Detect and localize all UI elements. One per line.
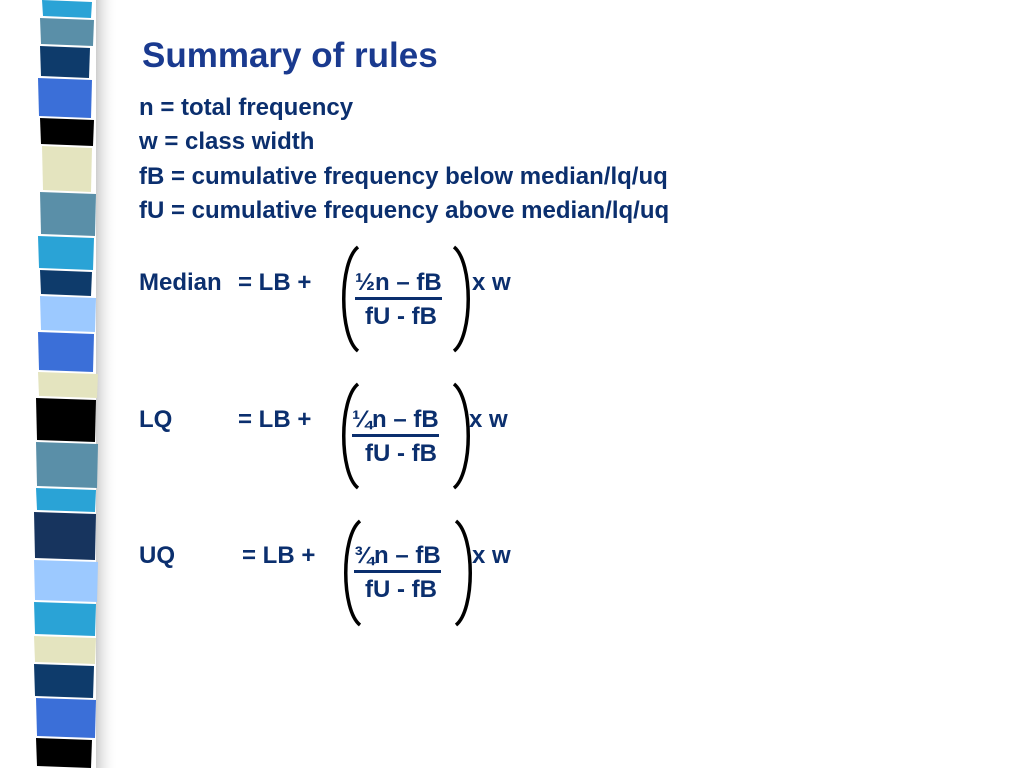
fraction-numerator: ¼n – fB xyxy=(352,406,439,434)
stripe-segment xyxy=(36,488,96,512)
slide-title: Summary of rules xyxy=(142,36,438,75)
formula-multiplier: x w xyxy=(472,542,511,569)
stripe-segment xyxy=(38,332,94,372)
formula-label: Median xyxy=(139,269,222,296)
formula-lhs: = LB + xyxy=(238,406,312,433)
stripe-segment xyxy=(42,146,92,192)
stripe-segment xyxy=(36,738,92,768)
stripe-segment xyxy=(40,270,92,296)
stripe-segment xyxy=(40,118,94,146)
formula-multiplier: x w xyxy=(469,406,508,433)
stripe-segment xyxy=(40,192,96,236)
fraction-numerator: ¾n – fB xyxy=(354,542,441,570)
stripe-segment xyxy=(40,18,94,46)
stripe-segment xyxy=(38,78,92,118)
stripe-segment xyxy=(36,398,96,442)
fraction-numerator: ½n – fB xyxy=(355,269,442,297)
parenthesis-pair xyxy=(338,518,478,628)
formula-lhs: = LB + xyxy=(238,269,312,296)
stripe-segment xyxy=(38,372,98,398)
definition-fu: fU = cumulative frequency above median/lq/uq xyxy=(139,197,670,224)
stripe-segment xyxy=(34,664,94,698)
stripe-segment xyxy=(40,46,90,78)
stripe-segment xyxy=(36,698,96,738)
definition-fb: fB = cumulative frequency below median/lq/uq xyxy=(139,163,668,190)
fraction-denominator: fU - fB xyxy=(365,440,437,467)
decorative-stripe-band xyxy=(0,0,118,768)
fraction-denominator: fU - fB xyxy=(365,576,437,603)
stripe-segment xyxy=(34,560,98,602)
stripe-segment xyxy=(40,296,96,332)
stripe-segment xyxy=(34,512,96,560)
stripe-segment xyxy=(34,602,96,636)
stripe-segment xyxy=(34,636,96,664)
stripe-segment xyxy=(38,236,94,270)
formula-label: UQ xyxy=(139,542,175,569)
formula-label: LQ xyxy=(139,406,173,433)
formula-lhs: = LB + xyxy=(242,542,316,569)
formula-multiplier: x w xyxy=(472,269,511,296)
fraction-denominator: fU - fB xyxy=(365,303,437,330)
stripe-segment xyxy=(36,442,98,488)
definition-n: n = total frequency xyxy=(139,94,354,121)
stripe-segment xyxy=(42,0,92,18)
definition-w: w = class width xyxy=(139,128,315,155)
